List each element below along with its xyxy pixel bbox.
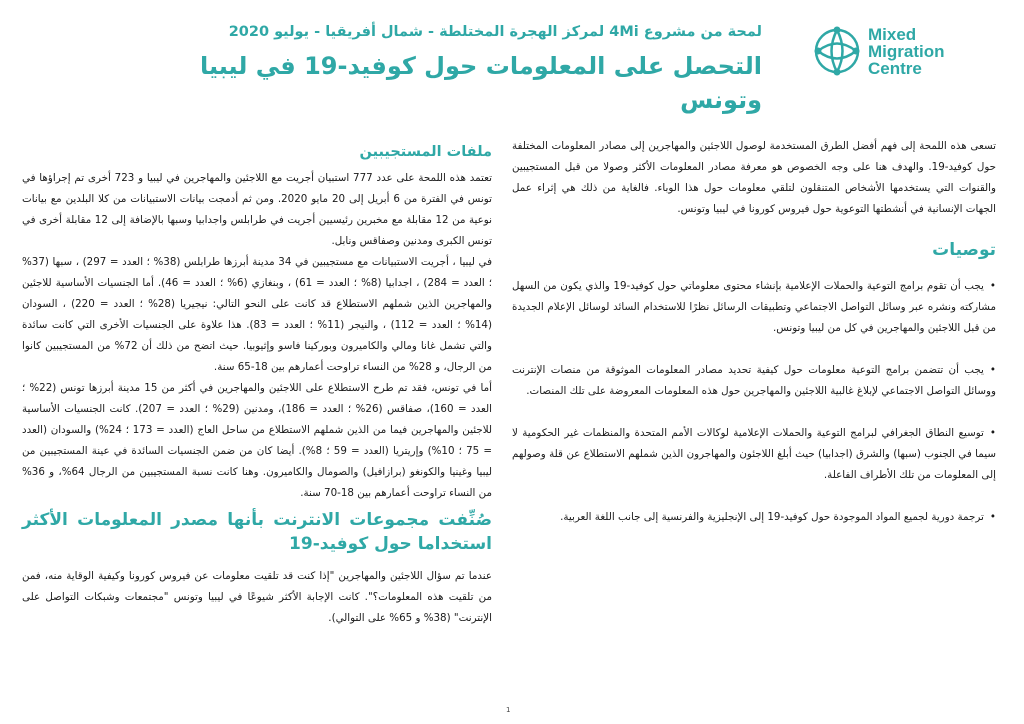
libya-paragraph: في ليبيا ، أجريت الاستبيانات مع مستجيبين في 34 مدينة أبرزها طرابلس (38% ؛ العدد = 297) ، سبها (37% ؛ العدد = 284) ، اجدابيا (8% ؛ العدد = 61) ، وبنغازي (6% ؛ العدد = 46). أما الجنسيات الأساسية للاجئين والمهاجرين الذين شملهم الاستطلاع قد كانت على النحو التالي: نيجيريا (28% ؛ العدد = 220) ، السودان (14% ؛ العدد = 112) ، والنيجر (11% ؛ العدد = 83). هذا علاوة على الجنسيات الأخرى التي كانت سائدة والتي تشمل غانا ومالي والكاميرون وبوركينا فاسو وإثيوبيا. حيث اتضح من ذلك أن 72% من المستجيبين كانوا من الرجال، و 28% من النساء تراوحت أعمارهم بين 18-65 سنة.	[22, 256, 493, 373]
page-title: التحصل على المعلومات حول كوفيد-19 في ليبيا وتونس	[199, 52, 762, 114]
tunisia-paragraph: أما في تونس، فقد تم طرح الاستطلاع على اللاجئين والمهاجرين في أكثر من 15 مدينة أبرزها تونس (22% ؛ العدد = 160)، صفاقس (26% ؛ العدد = 186)، ومدنين (29% ؛ العدد = 207). كانت الجنسيات الأساسية للاجئين والمهاجرين فيما من الذين شملهم الاستطلاع من ساحل العاج (العدد = 173 ؛ 24%) والسودان (العدد = 75 ؛ 10%) وإريتريا (العدد = 59 ؛ 8%). أيضا كان من ضمن الجنسيات السائدة في عينة المستجيبين من ليبيا وغينيا والكونغو (برازافيل) والصومال والكاميرون. وهنا كانت نسبة المستجيبين من الرجال 64%، و 36% من النساء تراوحت أعمارهم بين 18-70 سنة.	[22, 382, 492, 499]
right-column	[512, 136, 996, 549]
recommendations-heading: توصيات	[932, 240, 996, 260]
logo-globe-icon	[812, 26, 862, 76]
bullet-icon: •	[989, 511, 996, 523]
internet-paragraph: عندما تم سؤال اللاجئين والمهاجرين "إذا كنت قد تلقيت معلومات عن فيروس كورونا وكيفية الوقاية منه، فمن من تلقيت هذه المعلومات؟". كانت الإجابة الأكثر شيوعًا في ليبيا وتونس "مجتمعات وشبكات التواصل على الإنترنت" (38% و 65% على التوالي).	[22, 570, 492, 624]
internet-sources-heading: صُنِّفت مجموعات الانترنت بأنها مصدر المعلومات الأكثر استخداما حول كوفيد-19	[22, 510, 492, 554]
profiles-paragraph-1: تعتمد هذه اللمحة على عدد 777 استبيان أجريت مع اللاجئين والمهاجرين في ليبيا و 723 أخرى تم إجراؤها في تونس في الفترة من 6 أبريل إلى 20 مايو 2020. ومن ثم أدمجت بيانات الاستبيانات من كلا البلدين مع بيانات نوعية من 12 مقابلة مع مخبرين رئيسيين أجريت في طرابلس واجدابيا وسبها بالإضافة إلى 12 مقابلة أخرى في تونس الكبرى ومدنين وصفاقس ونابل.	[22, 172, 492, 247]
page-number: 1	[506, 706, 511, 714]
logo-wordmark	[868, 26, 945, 77]
recommendation-text: ترجمة دورية لجميع المواد الموجودة حول كوفيد-19 إلى الإنجليزية والفرنسية إلى جانب اللغة العربية.	[560, 511, 984, 523]
recommendation-item	[512, 423, 996, 486]
bullet-icon: •	[989, 280, 996, 292]
respondent-profiles-heading: ملفات المستجيبين	[359, 144, 492, 160]
page-subtitle: لمحة من مشروع 4Mi لمركز الهجرة المختلطة - شمال أفريقيا - يوليو 2020	[228, 24, 762, 40]
page-header	[162, 22, 762, 117]
bullet-icon: •	[989, 427, 996, 439]
recommendation-item	[512, 507, 996, 528]
mixed-migration-centre-logo	[812, 26, 992, 76]
recommendation-item	[512, 360, 996, 402]
bullet-icon: •	[989, 364, 996, 376]
recommendation-text: توسيع النطاق الجغرافي لبرامج التوعية والحملات الإعلامية لوكالات الأمم المتحدة والمنظمات غير الحكومية لا سيما في الجنوب (سبها) والشرق (اجدابيا) حيث أبلغ اللاجئون والمهاجرون الذين شملهم الاستطلاع عن قلة وصولهم إلى المعلومات من تلك الأطراف الفاعلة.	[512, 427, 996, 481]
logo-line-2: Migration	[868, 42, 945, 61]
logo-line-3: Centre	[868, 59, 922, 78]
intro-paragraph: تسعى هذه اللمحة إلى فهم أفضل الطرق المستخدمة لوصول اللاجئين والمهاجرين إلى مصادر المعلومات المختلفة حول كوفيد-19. والهدف هنا على وجه الخصوص هو معرفة مصادر المعلومات الأكثر وصولا من قبل المستجيبين والقنوات التي يستخدمها الأشخاص المتنقلون لتلقي معلومات حول هذا الوباء. فالغاية من ذلك هي إثراء عمل الجهات الإنسانية في أنشطتها التوعوية حول فيروس كورونا في ليبيا وتونس.	[512, 140, 996, 215]
recommendation-text: يجب أن تقوم برامج التوعية والحملات الإعلامية بإنشاء محتوى معلوماتي حول كوفيد-19 والذي يكون من السهل مشاركته ونشره عبر وسائل التواصل الاجتماعي وتطبيقات الرسائل نظرًا للاستخدام السائد لوسائل الإعلام الجديدة من قبل اللاجئين والمهاجرين في كل من ليبيا وتونس.	[512, 280, 996, 334]
recommendation-text: يجب أن تتضمن برامج التوعية معلومات حول كيفية تحديد مصادر المعلومات الموثوقة من منصات الإنترنت ووسائل التواصل الاجتماعي لإبلاغ غالبية اللاجئين والمهاجرين حول هذه المعلومات المعروضة على تلك المنصات.	[512, 364, 996, 397]
logo-line-1: Mixed	[868, 25, 917, 44]
recommendation-item	[512, 276, 996, 339]
left-column	[22, 140, 492, 629]
